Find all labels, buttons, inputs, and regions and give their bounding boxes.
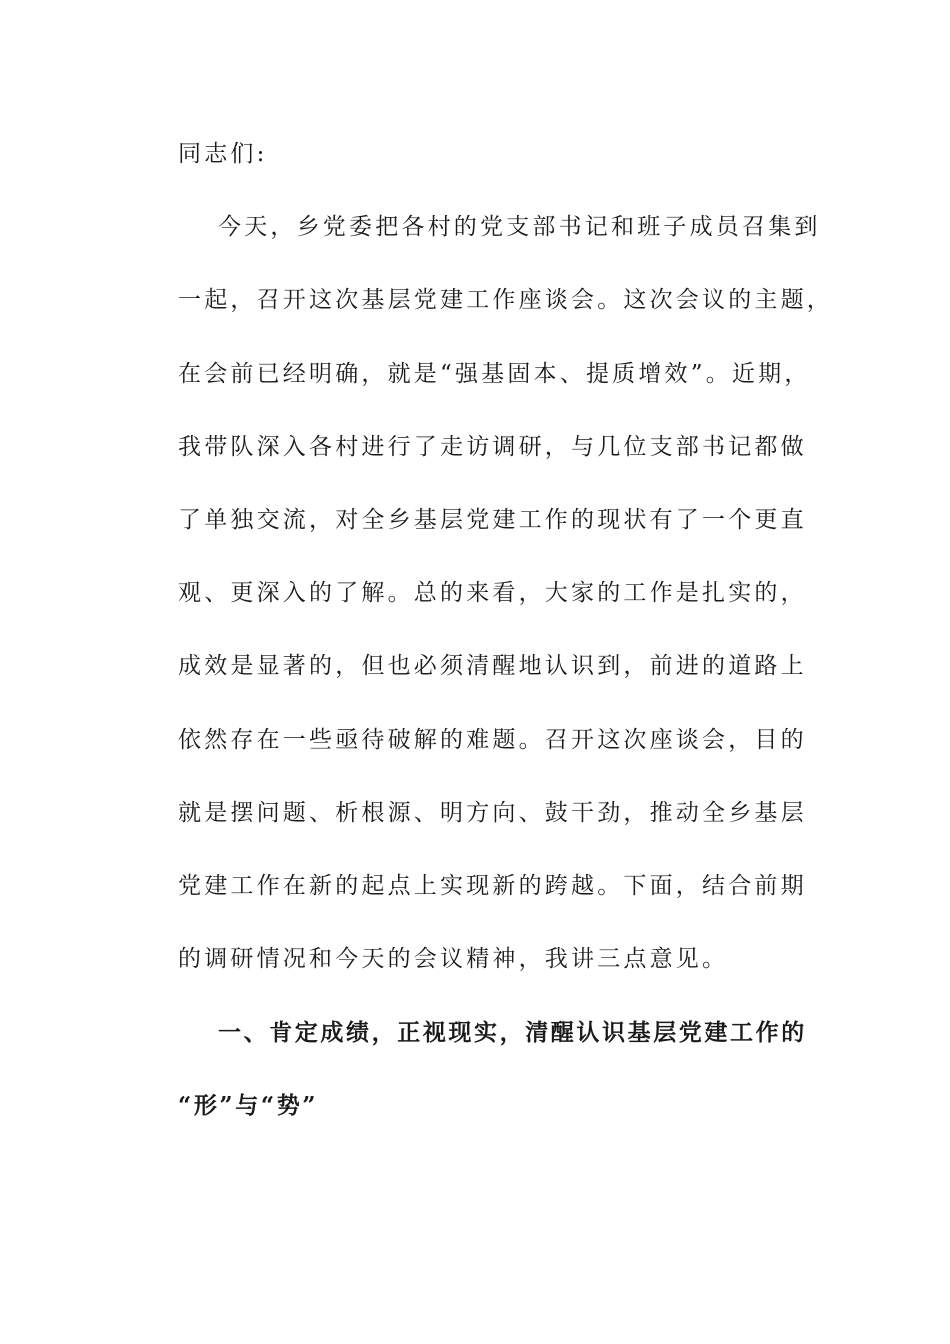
salutation: 同志们: bbox=[178, 141, 268, 167]
paragraph-line: 在会前已经明确，就是“强基固本、提质增效”。近期， bbox=[178, 360, 811, 387]
section-heading-line: “形”与“势” bbox=[178, 1092, 319, 1120]
paragraph-line: 一起，召开这次基层党建工作座谈会。这次会议的主题， bbox=[178, 287, 833, 314]
paragraph-line: 了单独交流，对全乡基层党建工作的现状有了一个更直 bbox=[178, 506, 807, 533]
paragraph-line: 今天，乡党委把各村的党支部书记和班子成员召集到 bbox=[218, 214, 821, 241]
paragraph-line: 党建工作在新的起点上实现新的跨越。下面，结合前期 bbox=[178, 872, 807, 899]
section-heading-line: 一、肯定成绩，正视现实，清醒认识基层党建工作的 bbox=[218, 1019, 807, 1047]
paragraph-line: 成效是显著的，但也必须清醒地认识到，前进的道路上 bbox=[178, 653, 807, 680]
paragraph-line: 我带队深入各村进行了走访调研，与几位支部书记都做 bbox=[178, 433, 807, 460]
document-body bbox=[178, 118, 833, 1143]
paragraph-line: 依然存在一些亟待破解的难题。召开这次座谈会，目的 bbox=[178, 726, 807, 753]
paragraph-line: 的调研情况和今天的会议精神，我讲三点意见。 bbox=[178, 946, 729, 973]
paragraph-line: 就是摆问题、析根源、明方向、鼓干劲，推动全乡基层 bbox=[178, 799, 807, 826]
paragraph-line: 观、更深入的了解。总的来看，大家的工作是扎实的， bbox=[178, 580, 807, 607]
